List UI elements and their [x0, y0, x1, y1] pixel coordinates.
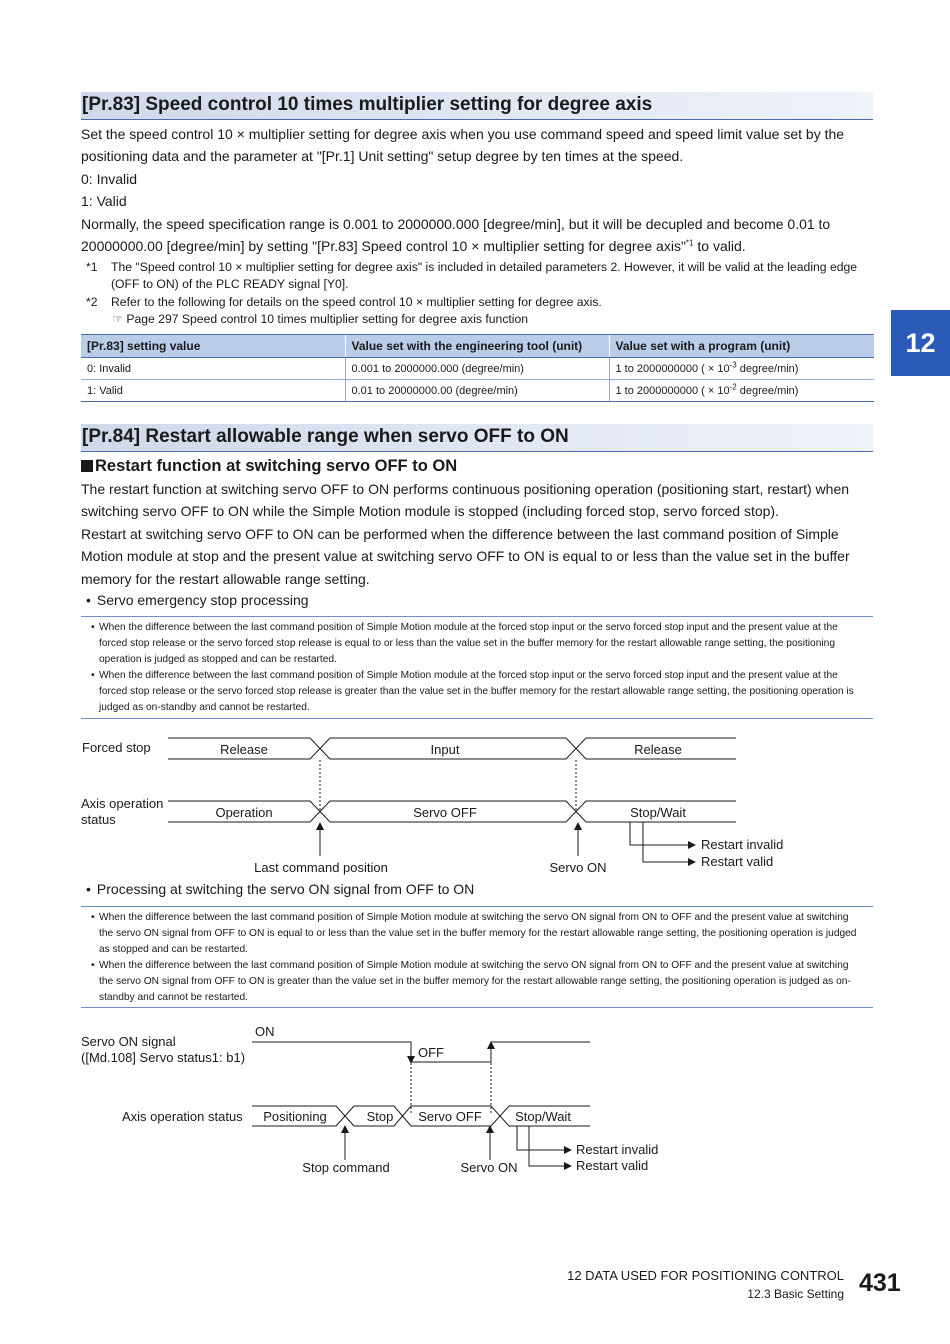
- diag2-arrow-label: Stop command: [302, 1160, 390, 1175]
- footer-section: 12.3 Basic Setting: [747, 1287, 844, 1301]
- bullet-servo-emergency: • Servo emergency stop processing: [86, 592, 309, 608]
- pr83-para-1: Set the speed control 10 × multiplier setting for degree axis when you use command speed and speed limit value set by the positioning data and the parameter at "[Pr.1] Unit setting" setup degree by ten times at the speed.: [81, 126, 845, 165]
- table-cell: 0.01 to 20000000.00 (degree/min): [345, 380, 609, 402]
- diag1-state: Release: [220, 742, 268, 757]
- footer-chapter: 12 DATA USED FOR POSITIONING CONTROL: [567, 1268, 844, 1283]
- table-row: [81, 358, 874, 380]
- note-item: • When the difference between the last command position of Simple Motion module at the forced stop input or the servo forced stop input and the present value at the forced stop release or the servo forced stop release is greater than the value set in the buffer memory for the restart allowable range setting, the positioning operation is judged as on-standby and cannot be restarted.: [91, 668, 865, 716]
- diag1-state: Stop/Wait: [630, 805, 686, 820]
- table-header: Value set with the engineering tool (unit): [345, 335, 609, 358]
- diag1-state: Servo OFF: [413, 805, 477, 820]
- diag2-restart-valid: Restart valid: [576, 1158, 649, 1173]
- diag2-state: Positioning: [263, 1109, 327, 1124]
- table-cell: [609, 380, 874, 402]
- diag2-signal-label: Servo ON signal: [81, 1034, 176, 1049]
- table-cell: [609, 358, 874, 380]
- table-cell: 1: Valid: [81, 380, 345, 402]
- pr84-description: [81, 478, 881, 590]
- footnote-1-text: The "Speed control 10 × multiplier setting for degree axis" is included in detailed parameters 2. However, it will be valid at the leading edge (OFF to ON) of the PLC READY signal [Y0].: [111, 260, 858, 291]
- timing-diagram-servo-on: [0, 1020, 950, 1180]
- cell-exponent: -2: [729, 381, 737, 391]
- subsection-title-text: Restart function at switching servo OFF to ON: [95, 457, 458, 475]
- diag1-state: Input: [430, 742, 460, 757]
- diag1-state: Release: [634, 742, 682, 757]
- pr83-value-invalid: 0: Invalid: [81, 170, 138, 187]
- diag1-axis-label: Axis operation: [81, 796, 164, 811]
- pr83-description: [81, 123, 881, 257]
- timing-diagram-forced-stop: [0, 725, 950, 885]
- bullet-servo-on-signal: • Processing at switching the servo ON signal from OFF to ON: [86, 881, 474, 897]
- note-box-2: [81, 906, 873, 1008]
- diag2-restart-invalid: Restart invalid: [576, 1142, 659, 1157]
- note-item: • When the difference between the last command position of Simple Motion module at switching the servo ON signal from ON to OFF and the present value at switching the servo ON signal from OFF to ON is equal to or less than the value set in the buffer memory for the restart allowable range setting, the positioning operation is judged as stopped and can be restarted.: [91, 910, 865, 958]
- diag2-state: Stop: [366, 1109, 394, 1124]
- footnote-2-text: Refer to the following for details on the speed control 10 × multiplier setting for degree axis.: [111, 295, 602, 309]
- note-item: • When the difference between the last command position of Simple Motion module at the forced stop input or the servo forced stop input and the present value at the forced stop release or the servo forced stop release is equal to or less than the value set in the buffer memory for the restart allowable range setting, the positioning operation is judged as stopped and can be restarted.: [91, 620, 865, 668]
- diag1-restart-invalid: Restart invalid: [701, 837, 784, 852]
- table-cell: 0.001 to 2000000.000 (degree/min): [345, 358, 609, 380]
- footnote-2-mark: *2: [86, 295, 98, 309]
- page-number: 431: [859, 1269, 901, 1297]
- pr83-para-2: [81, 213, 881, 258]
- table-header-row: [81, 335, 874, 358]
- diag2-off-label: OFF: [418, 1045, 444, 1060]
- diag2-signal-label-2: ([Md.108] Servo status1: b1): [81, 1050, 246, 1065]
- arrow-restart-valid: [529, 1126, 568, 1166]
- pr84-para-1: The restart function at switching servo OFF to ON performs continuous positioning operation (positioning start, restart) when switching servo OFF to ON while the Simple Motion module is stopped (including forced stop, servo forced stop).: [81, 481, 850, 520]
- pr83-value-valid: 1: Valid: [81, 193, 127, 210]
- cell-unit: degree/min): [736, 384, 799, 397]
- section-header-pr84: [81, 424, 873, 452]
- diag2-state: Stop/Wait: [515, 1109, 571, 1124]
- diag2-status-label: Axis operation status: [122, 1109, 243, 1124]
- cell-exponent: -3: [729, 359, 737, 369]
- table-cell: 0: Invalid: [81, 358, 345, 380]
- pr84-para-2: Restart at switching servo OFF to ON can be performed when the difference between the last command position of Simple Motion module at stop and the present value at switching servo OFF to ON is equal to or less than the value set in the buffer memory for the restart allowable range setting.: [81, 525, 850, 587]
- pr83-setting-table: [81, 334, 874, 402]
- square-bullet-icon: [81, 460, 93, 472]
- chapter-tab[interactable]: 12: [891, 310, 950, 376]
- subsection-title: [81, 457, 457, 476]
- diag1-arrow-label: Servo ON: [549, 860, 607, 875]
- section-title-pr83: [Pr.83] Speed control 10 times multiplier setting for degree axis: [82, 94, 653, 115]
- arrow-restart-invalid: [517, 1126, 568, 1150]
- diag1-restart-valid: Restart valid: [701, 854, 774, 869]
- section-header-pr83: [81, 92, 873, 120]
- section-title-pr84: [Pr.84] Restart allowable range when servo OFF to ON: [82, 426, 569, 447]
- diag1-axis-label-2: status: [81, 812, 116, 827]
- pr83-para-2-text: Normally, the speed specification range is 0.001 to 2000000.000 [degree/min], but it will be decupled and become 0.01 to 20000000.00 [degree/min] by setting "[Pr.83] Speed control 10 × multiplier setting for degree axis": [81, 215, 831, 255]
- diag2-on-label: ON: [255, 1024, 275, 1039]
- note-box-1: [81, 616, 873, 719]
- table-header: [Pr.83] setting value: [81, 335, 345, 358]
- diag1-state: Operation: [215, 805, 273, 820]
- page-reference[interactable]: [112, 311, 528, 328]
- page-reference-link[interactable]: Page 297 Speed control 10 times multiplier setting for degree axis function: [126, 312, 529, 326]
- reference-hand-icon: ☞: [112, 312, 123, 326]
- table-row: [81, 380, 874, 402]
- diag1-forced-stop-label: Forced stop: [82, 740, 151, 755]
- note-item: • When the difference between the last command position of Simple Motion module at switching the servo ON signal from ON to OFF and the present value at switching the servo ON signal from OFF to ON is greater than the value set in the buffer memory for the restart allowable range setting, the positioning operation is judged as on-standby and cannot be restarted.: [91, 958, 865, 1006]
- footnote-1-mark: *1: [86, 260, 98, 274]
- footnote-ref-1: *1: [685, 238, 694, 248]
- cell-text: 1 to 2000000000 ( × 10: [615, 384, 730, 397]
- table-header: Value set with a program (unit): [609, 335, 874, 358]
- arrow-restart-valid: [643, 822, 692, 862]
- diag2-state: Servo OFF: [418, 1109, 482, 1124]
- cell-unit: degree/min): [736, 362, 799, 375]
- diag2-arrow-label: Servo ON: [460, 1160, 518, 1175]
- cell-text: 1 to 2000000000 ( × 10: [615, 362, 730, 375]
- diag1-arrow-label: Last command position: [254, 860, 388, 875]
- pr83-para-2-tail: to valid.: [693, 238, 746, 255]
- arrow-restart-invalid: [630, 822, 692, 845]
